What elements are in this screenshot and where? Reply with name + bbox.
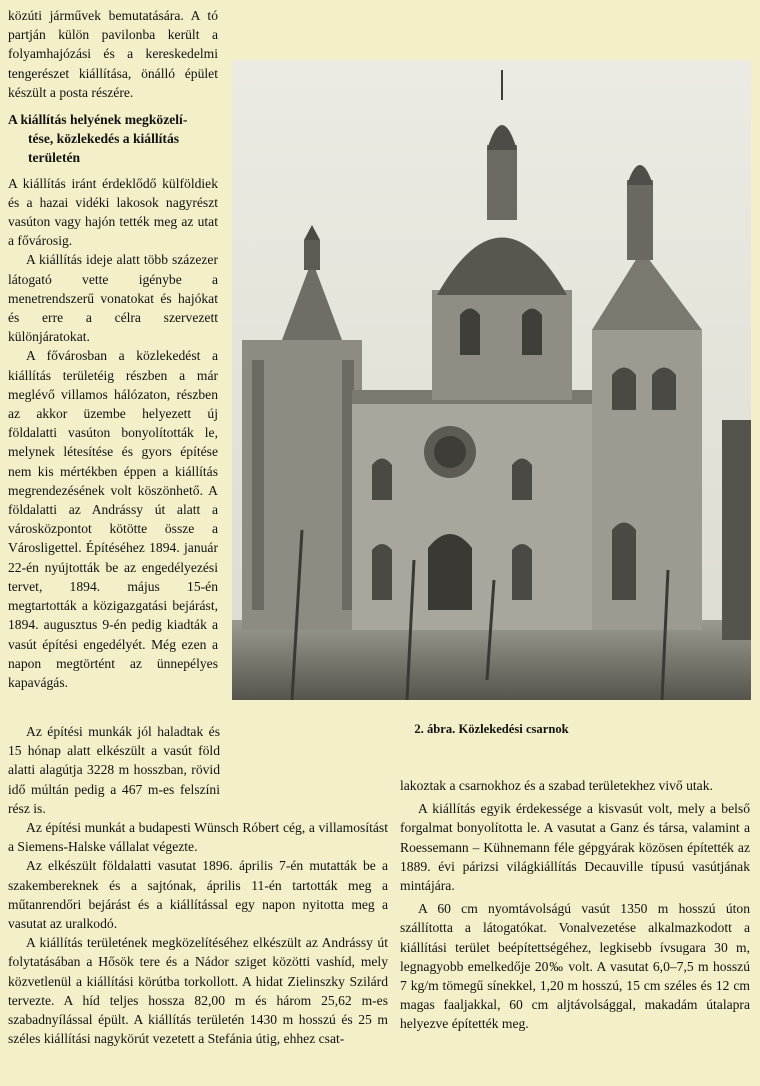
bottom-left-text (8, 722, 388, 1048)
figure-photo (232, 60, 751, 700)
paragraph-roads: lakoztak a csarnokhoz és a szabad területekhez vivő utak. (400, 778, 713, 793)
paragraph-opening: Az elkészült földalatti vasutat 1896. április 7-én mutatták be a szakembereknek és a sajtónak, április 11-én tartották meg a műtanrendőri bejárást és a kiállítással egy napon nyitotta meg a vasutat az uralkodó. (8, 858, 388, 932)
paragraph-builders: Az építési munkát a budapesti Wünsch Róbert cég, a villamosítást a Siemens-Halske vállalat végezte. (8, 820, 388, 855)
left-text-column (8, 6, 218, 692)
section-heading-line-2: tése, közlekedés a kiállítás (28, 131, 180, 147)
intro-paragraph: közúti járművek bemutatására. A tó partján külön pavilonba került a folyamhajózási és a kereskedelmi tengerészet kiállítása, önálló épület készült a posta részére. (8, 8, 218, 100)
paragraph-construction: Az építési munkák jól haladtak és 15 hónap alatt elkészült a vasút föld alatti alagútja 3228 m hosszban, rövid idő múltán pedig a 467 m-es felszíni rész is. (8, 724, 220, 816)
section-heading-line-1: A kiállítás helyének megközelí- (8, 112, 188, 128)
paragraph-railway-specs: A 60 cm nyomtávolságú vasút 1350 m hosszú úton szállította a látogatókat. Vonalvezetése alkalmazkodott a kiállítási terület beépítettségéhez, legkisebb ívsugara 30 m, legnagyobb emelkedője 20‰ volt. A vasutat 6,0–7,5 m hosszú 7 kg/m tömegű sínekkel, 1,20 m hosszú, 15 cm széles és 12 cm magas faaljakkal, 60 cm aljtávolsággal, makadám útalapra helyezve építették meg. (400, 901, 750, 1032)
figure-caption: 2. ábra. Közlekedési csarnok (414, 722, 569, 736)
section-heading-line-3: területén (28, 150, 81, 166)
paragraph-bridge: A kiállítás területének megközelítéséhez elkészült az Andrássy út folytatásában a Hősök tere és a Nádor sziget közötti vashíd, mely közvetlenül a kiállítási körútba torkollott. A hidat Zielinszky Szilárd tervezte. A híd teljes hossza 82,00 m és három 25,62 m-es szabadnyílással épült. A kiállítás területén 1430 m hosszú és 25 m széles kiállítási nagykörút vezetett a Stefánia útig, ehhez csat- (8, 935, 388, 1047)
paragraph-visitors: A kiállítás ideje alatt több százezer látogató vette igénybe a menetrendszerű vonatokat és hajókat és erre a célra szervezett különjáratokat. (8, 252, 218, 345)
paragraph-small-railway: A kiállítás egyik érdekessége a kisvasút volt, mely a belső forgalmat bonyolította le. A vasutat a Ganz és társa, valamint a Roessemann – Kühnemann féle gépgyárak közösen építették az 1889. évi párizsi világkiállítás Decauville típusú vasútjának mintájára. (400, 801, 750, 894)
section-heading (8, 110, 218, 168)
paragraph-underground: A fővárosban a közlekedést a kiállítás területéig részben a már meglévő villamos hálózaton, részben az akkor üzembe helyezett új földalatti vasúton bonyolították le, melynek létesítése és gyors építése nem kis mértékben éppen a kiállítás megrendezésének volt köszönhető. A földalatti az Andrássy út alatt a városközpontot kötötte össze a Városligettel. Építéséhez 1894. január 22-én nyújtották be az engedélyezési tervet, 1894. május 15-én megtartották a közigazgatási bejárást, 1894. augusztus 9-én pedig kiadták a vasút építési engedélyét. Még ezen a napon megtörtént az ünnepélyes kapavágás. (8, 348, 218, 690)
transport-hall-illustration (232, 60, 751, 700)
bottom-right-text (400, 776, 750, 1038)
paragraph-travel: A kiállítás iránt érdeklődő külföldiek és a hazai vidéki lakosok nagyrészt vasúton vagy hajón tették meg az utat a fővárosig. (8, 175, 218, 249)
